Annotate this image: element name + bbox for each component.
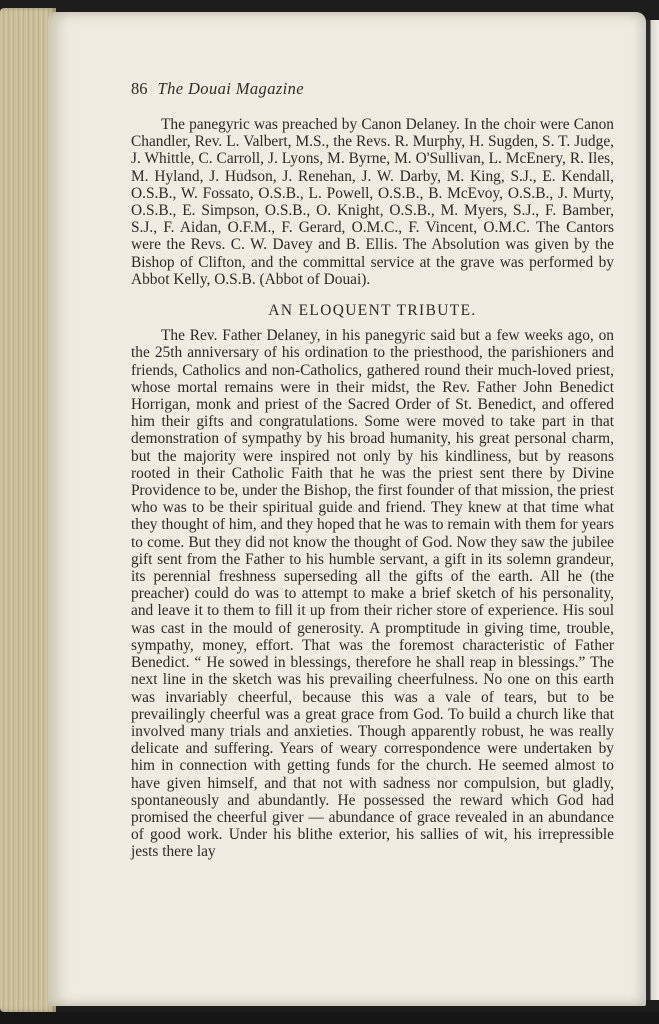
section-heading: AN ELOQUENT TRIBUTE.: [268, 302, 477, 320]
facing-page-edge: [646, 20, 659, 1000]
running-head: [131, 79, 431, 103]
paragraph-choir-list: The panegyric was preached by Canon Delaney. In the choir were Canon Chandler, Rev. L. Valbert, M.S., the Revs. R. Murphy, H. Sugden, S. T. Judge, J. Whittle, C. Carroll, J. Lyons, M. Byrne, M. O'Sullivan, L. McEnery, R. Iles, M. Hyland, J. Hudson, J. Renehan, J. W. Darby, M. King, S.J., E. Kendall, O.S.B., W. Fossato, O.S.B., L. Powell, O.S.B., B. McEvoy, O.S.B., J. Murty, O.S.B., E. Simpson, O.S.B., O. Knight, O.S.B., M. Myers, S.J., F. Bamber, S.J., F. Aidan, O.F.M., F. Gerard, O.M.C., F. Vincent, O.M.C. The Cantors were the Revs. C. W. Davey and B. Ellis. The Absolution was given by the Bishop of Clifton, and the committal service at the grave was performed by Abbot Kelly, O.S.B. (Abbot of Douai).: [131, 116, 614, 288]
article-body: [131, 116, 614, 861]
scan-bottom-border: [0, 1012, 659, 1024]
magazine-title: The Douai Magazine: [157, 79, 305, 98]
page-number: 86: [131, 79, 148, 98]
paragraph-panegyric: The Rev. Father Delaney, in his panegyric said but a few weeks ago, on the 25th anniversary of his ordination to the priesthood, the parishioners and friends, Catholics and non-Catholics, gathered round their much-loved priest, whose mortal remains were in their midst, the Rev. Father John Benedict Horrigan, monk and priest of the Sacred Order of St. Benedict, and offered him their gifts and congratulations. Some were moved to take part in that demonstration of sympathy by his broad humanity, his great personal charm, but the majority were inspired not only by his kindliness, but by reasons rooted in their Catholic Faith that he was the priest sent there by Divine Providence to be, under the Bishop, the first founder of that mission, the priest who was to be their spiritual guide and friend. They knew at that time what they thought of him, and they hoped that he was to remain with them for years to come. But they did not know the thought of God. Now they saw the jubilee gift sent from the Father to his humble servant, a gift in its solemn grandeur, its perennial freshness superseding all the gifts of the earth. All he (the preacher) could do was to attempt to make a brief sketch of his personality, and leave it to them to fill it up from their richer store of experience. His soul was cast in the mould of generosity. A promptitude in giving time, trouble, sympathy, money, effort. That was the foremost characteristic of Father Benedict. “ He sowed in blessings, therefore he shall reap in blessings.” The next line in the sketch was his prevailing cheerfulness. No one on this earth was invariably cheerful, because this was a vale of tears, but to be prevailingly cheerful was a great grace from God. To build a church like that involved many trials and anxieties. Though apparently robust, he was really delicate and suffering. Years of weary correspondence were undertaken by him in connection with getting funds for the church. He seemed almost to have given himself, and that not with sadness nor compulsion, but gladly, spontaneously and abundantly. He possessed the reward which God had promised the cheerful giver — abundance of grace revealed in an abundance of good work. Under his blithe exterior, his sallies of wit, his irrepressible jests there lay: [131, 327, 615, 861]
